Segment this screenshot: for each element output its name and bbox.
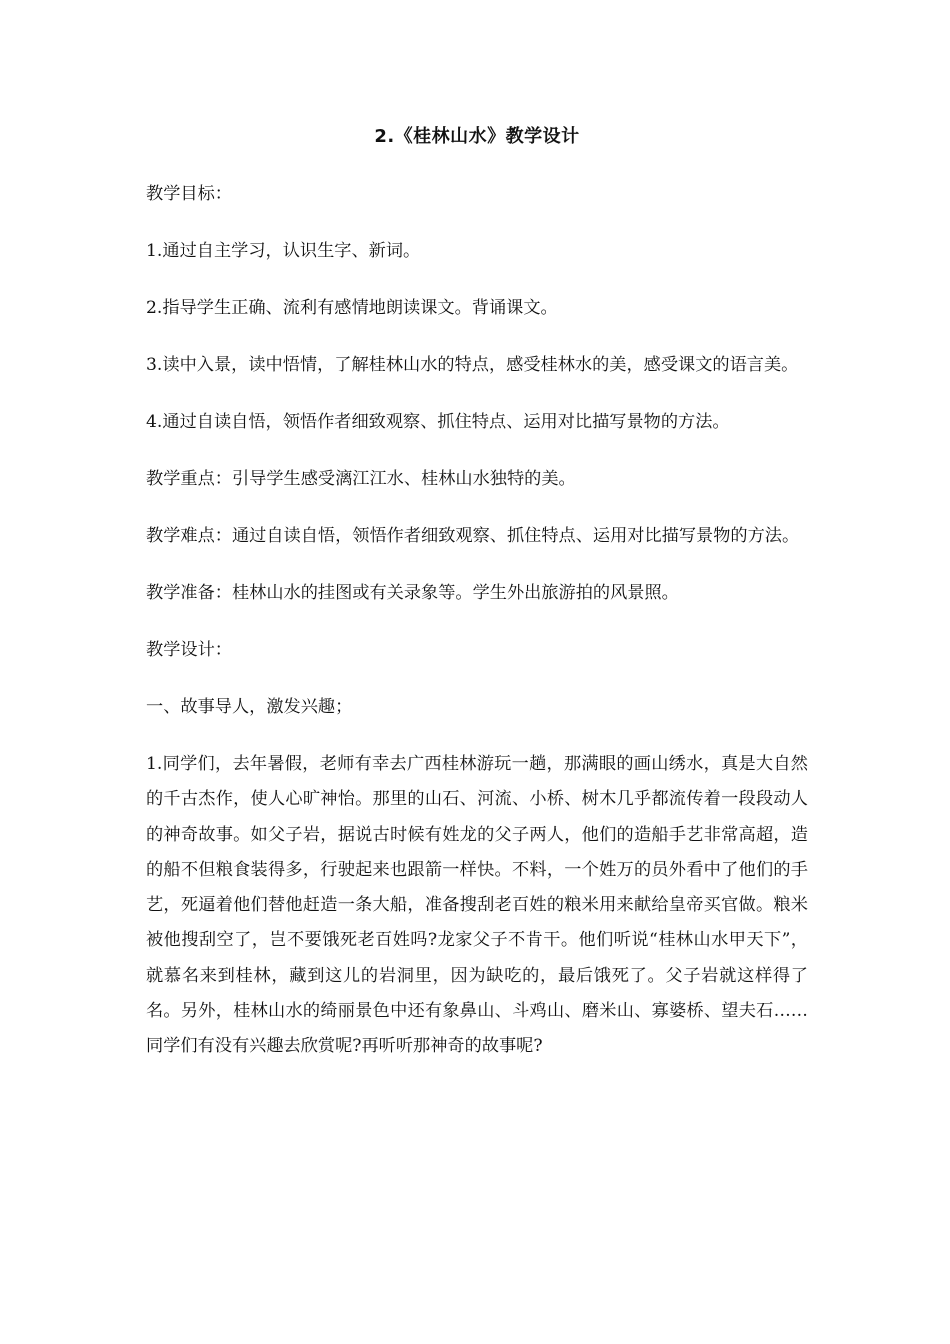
teaching-difficulty: 教学难点：通过自读自悟，领悟作者细致观察、抓住特点、运用对比描写景物的方法。 [146, 526, 800, 546]
objective-1: 1.通过自主学习，认识生字、新词。 [146, 241, 421, 261]
section-1-heading: 一、故事导人，激发兴趣； [146, 697, 353, 717]
story-paragraph: 1.同学们，去年暑假，老师有幸去广西桂林游玩一趟，那满眼的画山绣水，真是大自然的千古杰作，使人心旷神怡。那里的山石、河流、小桥、树木几乎都流传着一段段动人的神奇故事。如父子岩，据说古时候有姓龙的父子两人，他们的造船手艺非常高超，造的船不但粮食装得多，行驶起来也跟箭一样快。不料，一个姓万的员外看中了他们的手艺，死逼着他们替他赶造一条大船，准备搜刮老百姓的粮米用来献给皇帝买官做。粮米被他搜刮空了，岂不要饿死老百姓吗?龙家父子不肯干。他们听说“桂林山水甲天下”，就慕名来到桂林，藏到这儿的岩洞里，因为缺吃的，最后饿死了。父子岩就这样得了名。另外，桂林山水的绮丽景色中还有象鼻山、斗鸡山、磨米山、寡婆桥、望夫石……同学们有没有兴趣去欣赏呢?再听听那神奇的故事呢? [146, 754, 808, 1057]
design-heading: 教学设计： [146, 640, 232, 660]
objective-4: 4.通过自读自悟，领悟作者细致观察、抓住特点、运用对比描写景物的方法。 [146, 412, 730, 432]
document-body [146, 122, 808, 1088]
objective-2: 2.指导学生正确、流利有感情地朗读课文。背诵课文。 [146, 298, 558, 318]
teaching-preparation: 教学准备：桂林山水的挂图或有关录象等。学生外出旅游拍的风景照。 [146, 583, 679, 603]
objective-3: 3.读中入景，读中悟情，了解桂林山水的特点，感受桂林水的美，感受课文的语言美。 [146, 355, 799, 375]
teaching-focus: 教学重点：引导学生感受漓江江水、桂林山水独特的美。 [146, 469, 576, 489]
objectives-heading: 教学目标： [146, 184, 232, 204]
document-title: 2.《桂林山水》教学设计 [374, 126, 580, 147]
